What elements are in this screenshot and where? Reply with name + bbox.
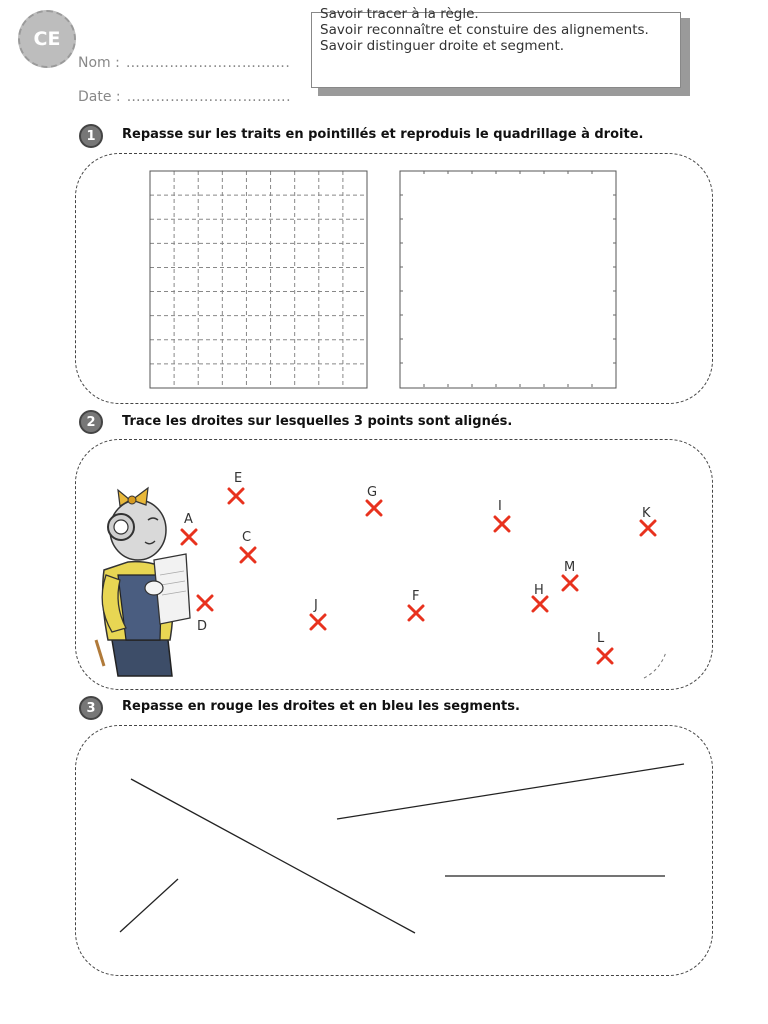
point-G [367, 485, 381, 515]
point-D-label: D [197, 619, 208, 634]
dotted-grid-border [150, 171, 367, 388]
objective-3: Savoir distinguer droite et segment. [320, 38, 565, 54]
point-A [182, 512, 196, 544]
date-label: Date : [78, 89, 121, 105]
exercise-1-number-text: 1 [86, 128, 96, 144]
point-F [409, 589, 423, 620]
point-A-label: A [184, 512, 193, 527]
badge-text: CE [33, 28, 61, 50]
empty-grid-border [400, 171, 616, 388]
point-L-cross [598, 649, 612, 663]
point-E [229, 471, 243, 503]
point-A-cross [182, 530, 196, 544]
point-M-cross [563, 576, 577, 590]
exercise-3-number-text: 3 [86, 700, 96, 716]
empty-grid-ticks [400, 171, 616, 387]
point-M [563, 560, 577, 590]
point-L [597, 631, 612, 663]
point-I-cross [495, 517, 509, 531]
point-F-label: F [412, 589, 420, 604]
point-F-cross [409, 606, 423, 620]
exercise-2-number-text: 2 [86, 414, 96, 430]
point-D [197, 596, 212, 634]
point-L-label: L [597, 631, 605, 646]
exercise-3-instruction: Repasse en rouge les droites et en bleu les segments. [122, 699, 520, 714]
point-G-cross [367, 501, 381, 515]
point-C-label: C [242, 530, 252, 545]
point-I [495, 499, 509, 531]
point-I-label: I [498, 499, 502, 514]
line-figure-2 [337, 764, 684, 819]
point-E-cross [229, 489, 243, 503]
line-figure-4 [120, 879, 178, 932]
point-J [311, 598, 325, 629]
point-K-label: K [642, 506, 651, 521]
name-label: Nom : [78, 55, 120, 71]
date-dots: ……………………………. [126, 89, 292, 105]
name-dots: ……………………………. [125, 55, 291, 71]
point-K-cross [641, 521, 655, 535]
point-C-cross [241, 548, 255, 562]
girl-with-magnifier-illustration [96, 488, 190, 676]
point-H-cross [533, 597, 547, 611]
objective-2: Savoir reconnaître et constuire des alignements. [320, 22, 649, 38]
point-G-label: G [367, 485, 378, 500]
exercise-1-instruction: Repasse sur les traits en pointillés et reproduis le quadrillage à droite. [122, 127, 644, 142]
objective-1: Savoir tracer à la règle. [320, 6, 479, 22]
point-J-label: J [314, 598, 318, 613]
line-figure-1 [131, 779, 415, 933]
dotted-grid [150, 171, 367, 388]
point-C [241, 530, 255, 562]
point-H-label: H [534, 583, 544, 598]
point-E-label: E [234, 471, 243, 486]
point-K [641, 506, 655, 535]
point-D-cross [198, 596, 212, 610]
exercise-2-instruction: Trace les droites sur lesquelles 3 points sont alignés. [122, 414, 513, 429]
point-J-cross [311, 615, 325, 629]
point-M-label: M [564, 560, 576, 575]
decorative-dashed-arc [644, 652, 666, 678]
point-H [533, 583, 547, 611]
